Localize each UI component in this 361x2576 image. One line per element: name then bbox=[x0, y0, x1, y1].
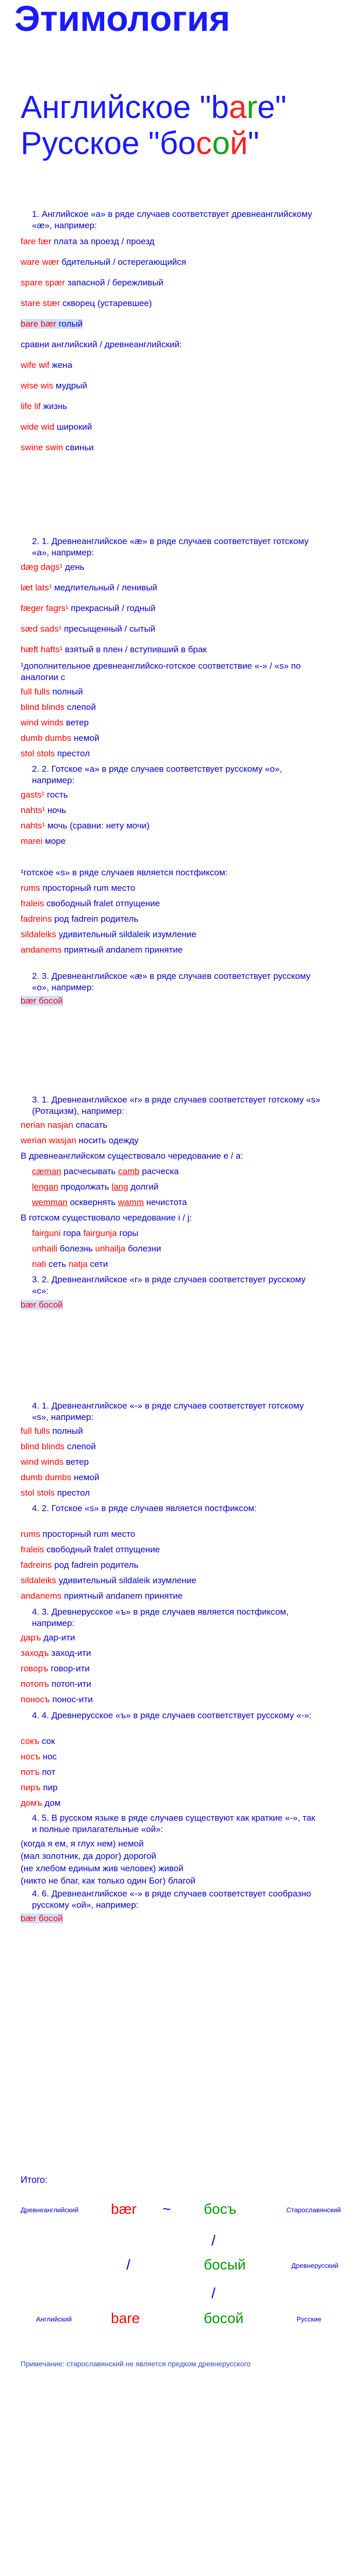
summary-sep1: / bbox=[211, 2232, 216, 2248]
s4-intro2: 4. 2. Готское «s» в ряде случаев является постфиксом: bbox=[32, 1503, 257, 1513]
s3-final: bær босой bbox=[21, 1300, 63, 1310]
s3-item3-0: fairguni гора fairgunja горы bbox=[32, 1228, 139, 1238]
summary-sep-left: / bbox=[126, 2257, 130, 2273]
s4-intro4: 4. 4. Древнерусское «ъ» в ряде случаев соответствует русскому «-»: bbox=[32, 1710, 311, 1720]
s1-item-9: wide wid широкий bbox=[21, 422, 92, 432]
summary-left1: Древнеанглийский bbox=[21, 2206, 79, 2214]
s3-intro: 3. 1. Древнеанглийское «r» в ряде случаев соответствует готскому «s» (Ротацизм), например: bbox=[32, 1095, 321, 1116]
s2-item3-0: gasts¹ гость bbox=[21, 790, 68, 800]
summary-word3: bare bbox=[111, 2310, 140, 2326]
s4-item3-0: даръ дар-ити bbox=[21, 1633, 75, 1642]
s1-intro: 1. Английское «a» в ряде случаев соответствует древнеанглийскому «æ», например: bbox=[32, 209, 313, 230]
s4-item5-0: (когда я ем, я глух нем) немой bbox=[21, 1839, 144, 1849]
summary-right3: Русские bbox=[297, 2315, 322, 2323]
summary-sep2: / bbox=[211, 2285, 216, 2301]
s4-item3-3: потопъ потоп-ити bbox=[21, 1679, 91, 1689]
s3-item2-1: lengan продолжать lang долгий bbox=[32, 1182, 159, 1192]
summary-title: Итого: bbox=[21, 2175, 48, 2185]
s3-item-1: werian wasjan носить одежду bbox=[21, 1136, 139, 1145]
s4-item-1: blind blinds слепой bbox=[21, 1442, 96, 1451]
s2-item3-1: nahts¹ ночь bbox=[21, 805, 67, 815]
s3-item2-0: cæman расчесывать camb расческа bbox=[32, 1166, 179, 1176]
s4-item2-0: rums просторный rum место bbox=[21, 1529, 136, 1539]
summary-note: Примечание: старославянский не является предком древнерусского bbox=[21, 2360, 251, 2368]
s2-intro3: ¹готское «s» в ряде случаев является постфиксом: bbox=[21, 868, 228, 877]
s3-item3-1: unhaili болезнь unhailja болезни bbox=[32, 1244, 161, 1253]
s4-item5-2: (не хлебом единым жив человек) живой bbox=[21, 1863, 184, 1873]
s2-item-1: læt lats¹ медлительный / ленивый bbox=[21, 583, 157, 592]
s4-item5-1: (мал золотник, да дорог) дорогой bbox=[21, 1851, 156, 1861]
s4-item2-1: fraleis свободный fralet отпущение bbox=[21, 1545, 160, 1554]
s1-item-10: swine swin свиньи bbox=[21, 443, 94, 452]
summary-word1: bær bbox=[111, 2201, 137, 2217]
s1-item-6: wife wif жена bbox=[21, 360, 73, 370]
s3-intro2: 3. 2. Древнеанглийское «r» в ряде случаев соответствует русскому «с»: bbox=[32, 1275, 306, 1296]
summary-ru1: босъ bbox=[204, 2201, 237, 2217]
summary-right1: Старославянский bbox=[286, 2206, 341, 2214]
s2-item4-0: rums просторный rum место bbox=[21, 883, 136, 893]
s2-item-4: hæft hafts¹ взятый в плен / вступивший в брак bbox=[21, 645, 207, 654]
s1-item-1: ware wær бдительный / остерегающийся bbox=[21, 257, 186, 267]
s2-intro2: 2. 2. Готское «a» в ряде случаев соответствует русскому «о», например: bbox=[32, 764, 282, 785]
s2-item-0: dæg dags¹ день bbox=[21, 562, 85, 572]
s4-item4-1: носъ нос bbox=[21, 1752, 57, 1761]
s4-intro: 4. 1. Древнеанглийское «-» в ряде случаев соответствует готскому «s», например: bbox=[32, 1401, 304, 1422]
s4-intro6: 4. 6. Древнеанглийское «-» в ряде случаев соответствует сообразно русскому «ой», например: bbox=[32, 1889, 311, 1910]
s3-item-0: nerian nasjan спасать bbox=[21, 1120, 108, 1130]
summary-ru3: босой bbox=[204, 2310, 244, 2326]
s4-item3-1: заходъ заход-ити bbox=[21, 1648, 91, 1658]
s4-item-4: stol stols престол bbox=[21, 1488, 90, 1498]
s2-item2-0: full fulls полный bbox=[21, 687, 83, 697]
s4-item3-4: поносъ понос-ити bbox=[21, 1694, 93, 1704]
s4-item-3: dumb dumbs немой bbox=[21, 1472, 100, 1482]
s2-intro: 2. 1. Древнеанглийское «æ» в ряде случаев соответствует готскому «a», например: bbox=[32, 536, 309, 557]
s4-item2-3: sildaleiks удивительный sildaleik изумление bbox=[21, 1575, 196, 1585]
s1-item-0: fare fær плата за проезд / проезд bbox=[21, 236, 155, 246]
s3-item2-2: wemman осквернять wamm нечистота bbox=[32, 1197, 187, 1207]
s1-item-7: wise wis мудрый bbox=[21, 381, 87, 391]
s4-item4-2: потъ пот bbox=[21, 1767, 56, 1777]
s2-item4-1: fraleis свободный fralet отпущение bbox=[21, 899, 160, 908]
s2-item2-2: wind winds ветер bbox=[21, 718, 89, 727]
s4-item2-4: andanems приятный andanem принятие bbox=[21, 1591, 183, 1601]
s2-item3-3: marei море bbox=[21, 836, 66, 846]
s2-item-3: sæd sads¹ пресыщенный / сытый bbox=[21, 624, 156, 634]
s2-item2-4: stol stols престол bbox=[21, 749, 90, 758]
s4-item4-3: пиръ пир bbox=[21, 1783, 58, 1792]
summary-left3: Английский bbox=[36, 2315, 72, 2323]
s4-item5-3: (никто не благ, как только один Бог) благой bbox=[21, 1876, 196, 1886]
s2-item-2: fæger fagrs¹ прекрасный / годный bbox=[21, 603, 156, 613]
heading-english: Английское "bare" bbox=[21, 90, 287, 125]
s2-intro4: 2. 3. Древнеанглийское «æ» в ряде случаев соответствует русскому «о», например: bbox=[32, 971, 310, 992]
s4-item-2: wind winds ветер bbox=[21, 1457, 89, 1467]
s1-item-3: stare stær скворец (устаревшее) bbox=[21, 298, 152, 308]
summary-right2: Древнерусский bbox=[291, 2262, 339, 2269]
s4-item3-2: говоръ говор-ити bbox=[21, 1664, 90, 1673]
s4-item4-0: сокъ сок bbox=[21, 1736, 55, 1746]
s2-item2-3: dumb dumbs немой bbox=[21, 733, 100, 743]
s4-final: bær босой bbox=[21, 1913, 63, 1923]
s1-item-2: spare spær запасной / бережливый bbox=[21, 278, 163, 287]
s2-item4-2: fadreins род fadrein родитель bbox=[21, 914, 139, 924]
s4-intro5: 4. 5. В русском языке в ряде случаев существуют как краткие «-», так и полные прилагательные «ой»: bbox=[32, 1813, 316, 1834]
s1-item-5: сравни английский / древнеанглийский: bbox=[21, 340, 182, 349]
s3-item3-2: nati сеть natja сети bbox=[32, 1259, 108, 1269]
s3-line2: В готском существовало чередование i / j: bbox=[21, 1213, 192, 1223]
s4-item4-4: домъ дом bbox=[21, 1798, 61, 1808]
s1-item-4: bare bær голый bbox=[21, 319, 83, 329]
s4-item2-2: fadreins род fadrein родитель bbox=[21, 1560, 139, 1570]
summary-tilde: ~ bbox=[162, 2201, 171, 2217]
page-title: Этимология bbox=[14, 0, 231, 39]
s2-item3-2: nahts¹ мочь (сравни: нету мочи) bbox=[21, 821, 150, 831]
s2-item4-4: andanems приятный andanem принятие bbox=[21, 945, 183, 955]
s2-item2-1: blind blinds слепой bbox=[21, 702, 96, 712]
heading-russian: Русское "босой" bbox=[21, 126, 259, 161]
s4-item-0: full fulls полный bbox=[21, 1426, 83, 1436]
s1-item-8: life lif жизнь bbox=[21, 401, 68, 411]
s4-intro3: 4. 3. Древнерусское «ъ» в ряде случаев является постфиксом, например: bbox=[32, 1607, 289, 1628]
s2-note: ¹дополнительное древнеанглийско-готское соответствие «-» / «s» по аналогии с bbox=[21, 661, 301, 682]
s2-item4-3: sildaleiks удивительный sildaleik изумление bbox=[21, 929, 196, 939]
s3-line: В древнеанглийском существовало чередование e / a: bbox=[21, 1151, 243, 1161]
summary-ru2: босый bbox=[204, 2257, 246, 2273]
s2-final: bær босой bbox=[21, 996, 63, 1006]
